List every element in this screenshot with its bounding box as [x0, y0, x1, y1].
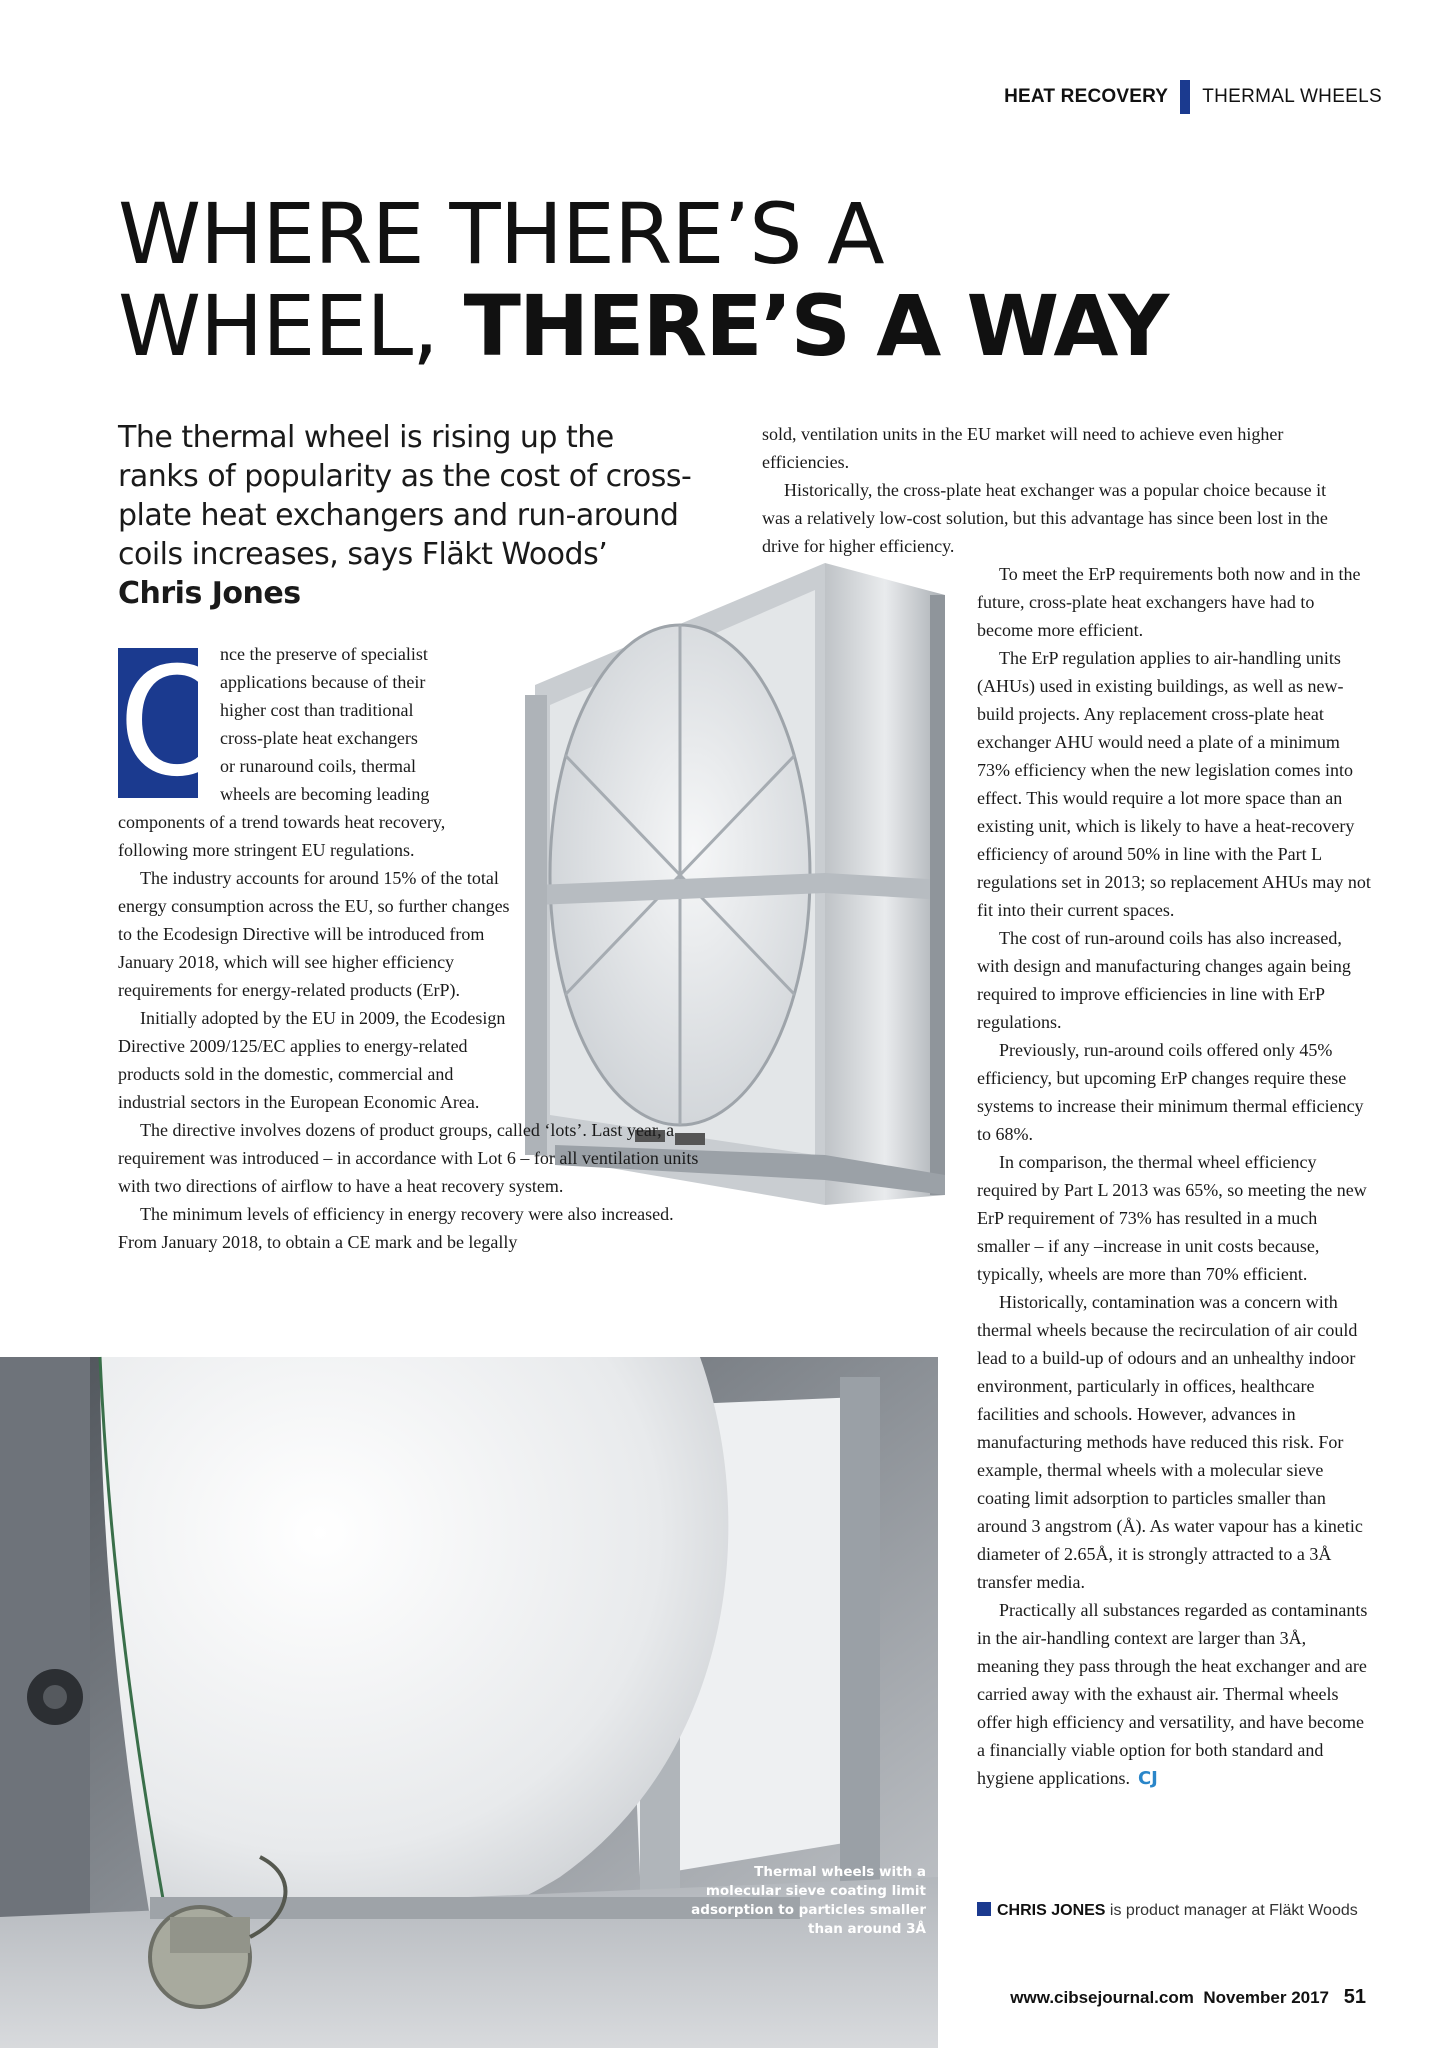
headline — [118, 185, 1358, 375]
section-label: HEAT RECOVERY — [1004, 86, 1169, 107]
paragraph: The directive involves dozens of product groups, called ‘lots’. Last year, a requirement was introduced – in accordance with Lot 6 – for all ventilation units with two directions of airflow to have a heat recovery system. — [118, 1120, 699, 1196]
paragraph: Historically, contamination was a concern with thermal wheels because the recirculation of air could lead to a build-up of odours and an unhealthy indoor environment, particularly in offices, healthcare facilities and schools. However, advances in manufacturing methods have reduced this risk. For example, thermal wheels with a molecular sieve coating limit adsorption to particles smaller than around 3 angstrom (Å). As water vapour has a kinetic diameter of 2.65Å, it is strongly attracted to a 3Å transfer media. — [977, 1292, 1363, 1592]
running-header — [1004, 80, 1382, 114]
wheel-interior-photo — [0, 1357, 938, 2048]
page-footer — [1010, 1986, 1366, 2009]
paragraph: components of a trend towards heat recovery, following more stringent EU regulations. — [118, 812, 446, 860]
photo-caption: Thermal wheels with a molecular sieve coating limit adsorption to particles smaller than around 3Å — [691, 1864, 926, 1937]
paragraph: To meet the ErP requirements both now and in the future, cross-plate heat exchangers have had to become more efficient. — [977, 564, 1361, 640]
intro-line: wheels are becoming leading — [220, 784, 430, 804]
headline-line2-light: WHEEL, — [118, 277, 464, 375]
author-bio — [977, 1900, 1397, 1922]
body-column-3 — [977, 560, 1372, 1793]
paragraph: The cost of run-around coils has also increased, with design and manufacturing changes again being required to improve efficiencies in line with ErP regulations. — [977, 928, 1351, 1032]
headline-line1: WHERE THERE’S A — [118, 185, 884, 283]
subsection-label: THERMAL WHEELS — [1202, 86, 1382, 107]
standfirst-author: Chris Jones — [118, 576, 301, 611]
paragraph — [977, 1596, 1372, 1793]
intro-line: or runaround coils, thermal — [220, 756, 416, 776]
intro-line: cross-plate heat exchangers — [220, 728, 418, 748]
footer-url[interactable]: www.cibsejournal.com — [1010, 1988, 1194, 2007]
body-column-1 — [118, 808, 710, 1256]
header-divider — [1180, 80, 1190, 114]
intro-line: nce the preserve of specialist — [220, 644, 428, 664]
bio-text: is product manager at Fläkt Woods — [1105, 1902, 1358, 1919]
paragraph: Initially adopted by the EU in 2009, the Ecodesign Directive 2009/125/EC applies to energy-related products sold in the domestic, commercial and industrial sectors in the European Economic Area. — [118, 1008, 506, 1112]
body-column-2-top — [762, 420, 1342, 560]
paragraph: The minimum levels of efficiency in energy recovery were also increased. From January 2018, to obtain a CE mark and be legally — [118, 1204, 674, 1252]
paragraph: The industry accounts for around 15% of the total energy consumption across the EU, so further changes to the Ecodesign Directive will be introduced from January 2018, which will see higher efficiency requirements for energy-related products (ErP). — [118, 868, 510, 1000]
headline-line2-bold: THERE’S A WAY — [463, 277, 1168, 375]
author-sign-off: CJ — [1137, 1768, 1158, 1789]
paragraph-text: Practically all substances regarded as contaminants in the air-handling context are larger than 3Å, meaning they pass through the heat exchanger and are carried away with the exhaust air. Thermal wheels offer high efficiency and versatility, and have become a financially viable option for both standard and hygiene applications. — [977, 1600, 1368, 1788]
paragraph: Historically, the cross-plate heat exchanger was a popular choice because it was a relatively low-cost solution, but this advantage has since been lost in the drive for higher efficiency. — [762, 480, 1328, 556]
paragraph: sold, ventilation units in the EU market will need to achieve even higher efficiencies. — [762, 424, 1284, 472]
bio-square-icon — [977, 1902, 991, 1916]
standfirst-text: The thermal wheel is rising up the ranks of popularity as the cost of cross-plate heat exchangers and run-around coils increases, says Fläkt Woods’ — [118, 420, 692, 572]
drop-cap: O — [118, 636, 237, 810]
paragraph: The ErP regulation applies to air-handling units (AHUs) used in existing buildings, as well as new-build projects. Any replacement cross-plate heat exchanger AHU would need a plate of a minimum 73% efficiency when the new legislation comes into effect. This would require a lot more space than an existing unit, which is likely to have a heat-recovery efficiency of around 50% in line with the Part L regulations set in 2013; so replacement AHUs may not fit into their current spaces. — [977, 648, 1371, 920]
paragraph: Previously, run-around coils offered only 45% efficiency, but upcoming ErP changes require these systems to increase their minimum thermal efficiency to 68%. — [977, 1040, 1364, 1144]
intro-line: applications because of their — [220, 672, 426, 692]
intro-line: higher cost than traditional — [220, 700, 414, 720]
paragraph: In comparison, the thermal wheel efficiency required by Part L 2013 was 65%, so meeting the new ErP requirement of 73% has resulted in a much smaller – if any –increase in unit costs because, typically, wheels are more than 70% efficient. — [977, 1152, 1367, 1284]
page-number: 51 — [1343, 1986, 1366, 2008]
intro-lines — [220, 640, 520, 808]
bio-name: CHRIS JONES — [997, 1902, 1106, 1919]
footer-issue: November 2017 — [1203, 1988, 1330, 2007]
